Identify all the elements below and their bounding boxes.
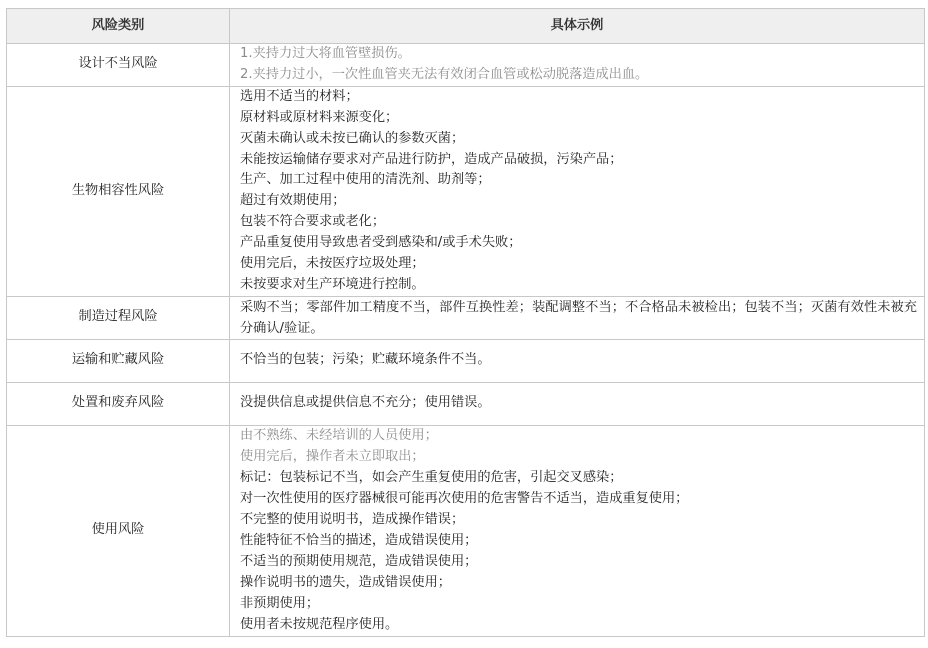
category-cell: 使用风险 <box>7 425 230 636</box>
example-line: 超过有效期使用； <box>240 193 346 209</box>
header-examples: 具体示例 <box>230 9 925 44</box>
category-cell: 运输和贮藏风险 <box>7 339 230 382</box>
table-row-manufacturing-risk <box>7 296 925 339</box>
example-line: 由不熟练、未经培训的人员使用； <box>240 428 438 444</box>
examples-cell <box>230 44 925 87</box>
example-line: 性能特征不恰当的描述，造成错误使用； <box>240 532 478 548</box>
risk-table-container <box>6 8 924 637</box>
header-category: 风险类别 <box>7 9 230 44</box>
example-line: 1.夹持力过大将血管壁损伤。 <box>240 46 411 61</box>
examples-cell <box>230 296 925 339</box>
examples-cell <box>230 425 925 636</box>
table-row-design-risk <box>7 44 925 87</box>
example-line: 使用者未按规范程序使用。 <box>240 616 399 632</box>
example-line: 生产、加工过程中使用的清洗剂、助剂等； <box>240 172 491 188</box>
example-line: 产品重复使用导致患者受到感染和/或手术失败； <box>240 235 522 251</box>
example-line: 选用不适当的材料； <box>240 88 359 104</box>
example-line: 非预期使用； <box>240 595 320 611</box>
example-line: 灭菌未确认或未按已确认的参数灭菌； <box>240 130 465 146</box>
table-row-biocompatibility-risk <box>7 86 925 296</box>
table-row-use-risk <box>7 425 925 636</box>
category-cell: 设计不当风险 <box>7 44 230 87</box>
example-line: 2.夹持力过小，一次性血管夹无法有效闭合血管或松动脱落造成出血。 <box>240 66 649 82</box>
example-line: 不恰当的包装；污染；贮藏环境条件不当。 <box>240 352 491 368</box>
category-cell: 处置和废弃风险 <box>7 382 230 425</box>
example-line: 标记：包装标记不当，如会产生重复使用的危害，引起交叉感染； <box>240 470 623 486</box>
examples-cell <box>230 382 925 425</box>
category-cell: 生物相容性风险 <box>7 86 230 296</box>
example-line: 采购不当；零部件加工精度不当，部件互换性差；装配调整不当；不合格品未被检出；包装不当；灭菌有效性未被充分确认/验证。 <box>240 299 917 336</box>
example-line: 使用完后，未按医疗垃圾处理； <box>240 256 425 272</box>
table-row-disposal-risk <box>7 382 925 425</box>
example-line: 不完整的使用说明书，造成操作错误； <box>240 511 465 527</box>
example-line: 包装不符合要求或老化； <box>240 214 386 230</box>
risk-table <box>6 8 925 637</box>
table-row-transport-storage-risk <box>7 339 925 382</box>
examples-cell <box>230 339 925 382</box>
example-line: 对一次性使用的医疗器械很可能再次使用的危害警告不适当，造成重复使用； <box>240 491 689 507</box>
category-cell: 制造过程风险 <box>7 296 230 339</box>
example-line: 操作说明书的遗失，造成错误使用； <box>240 574 451 590</box>
table-header-row <box>7 9 925 44</box>
example-line: 原材料或原材料来源变化； <box>240 109 399 125</box>
example-line: 未按要求对生产环境进行控制。 <box>240 276 425 292</box>
example-line: 未能按运输储存要求对产品进行防护，造成产品破损，污染产品； <box>240 151 623 167</box>
example-line: 没提供信息或提供信息不充分；使用错误。 <box>240 395 491 411</box>
example-line: 使用完后，操作者未立即取出； <box>240 449 425 465</box>
examples-cell <box>230 86 925 296</box>
example-line: 不适当的预期使用规范，造成错误使用； <box>240 553 478 569</box>
